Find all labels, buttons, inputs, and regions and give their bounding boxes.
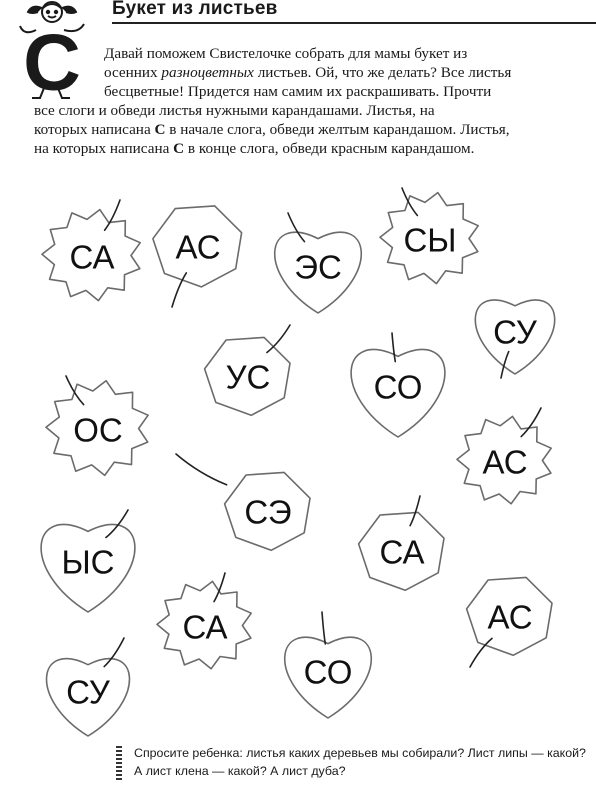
leaf-syllable: АС — [482, 443, 528, 481]
leaf-linden — [351, 333, 445, 437]
leaf-syllable: СО — [373, 368, 423, 406]
leaf-maple — [46, 376, 148, 475]
instructions-paragraph: Давай поможем Свистелочке собрать для мамы букет из осенних разноцветных листьев. Ой, что же делать? Все листья бесцветные! Придется нам самим их раскрашивать. Прочти все слоги и обведи листья нужными карандашами. Листья, на которых написана С в начале слога, обведи желтым карандашом. Листья, на которых написана С в конце слога, обведи красным карандашом. — [34, 45, 512, 157]
leaf-linden — [47, 638, 130, 736]
leaf-syllable: СА — [379, 533, 425, 571]
leaf-syllable: СА — [69, 238, 115, 276]
letter-s-bold: С — [173, 140, 185, 157]
parent-note-line-2: А лист клена — какой? А лист дуба? — [134, 764, 346, 778]
leaf-oak — [153, 206, 242, 307]
letter-s-bold: С — [154, 121, 166, 138]
leaf-syllable: СУ — [66, 673, 110, 711]
leaf-oak — [359, 496, 444, 590]
leaf-syllable: СЭ — [244, 493, 292, 531]
intro-line-3: бесцветные! Придется нам самим их раскрашивать. Прочти — [104, 83, 492, 100]
leaf-maple — [380, 188, 478, 284]
leaf-syllable: ЫС — [61, 543, 115, 581]
leaf-stem — [176, 454, 227, 485]
leaf-syllable: СА — [182, 608, 228, 646]
leaf-linden — [41, 510, 135, 612]
leaf-oak — [176, 454, 310, 550]
leaf-maple — [457, 408, 551, 504]
leaf-linden — [275, 213, 362, 313]
leaf-syllable: АС — [175, 228, 221, 266]
leaf-syllable: ОС — [73, 411, 123, 449]
page-title: Букет из листьев — [112, 0, 278, 19]
leaf-linden — [475, 300, 554, 378]
leaf-syllable: СУ — [493, 313, 537, 351]
leaf-maple — [157, 573, 251, 669]
parent-note — [134, 744, 596, 780]
leaf-oak — [205, 325, 290, 415]
leaf-syllable: УС — [225, 358, 271, 396]
mascot-letter: С — [23, 17, 81, 100]
leaf-syllable: СЫ — [403, 221, 457, 259]
intro-line-4: все слоги и обведи листья нужными карандашами. Листья, на — [34, 102, 435, 119]
parent-note-line-1: Спросите ребенка: листья каких деревьев мы собирали? Лист липы — какой? — [134, 746, 586, 760]
leaf-linden — [285, 612, 372, 718]
leaf-oak — [467, 577, 552, 667]
footer-marker — [116, 744, 122, 780]
leaf-maple — [42, 200, 140, 301]
intro-line-1: Давай поможем Свистелочке собрать для мамы букет из — [104, 45, 468, 62]
leaf-syllable: АС — [487, 598, 533, 636]
leaf-stem — [322, 612, 325, 644]
leaf-syllable: ЭС — [294, 248, 342, 286]
emphasis-word: разноцветных — [161, 64, 254, 81]
leaf-syllable: СО — [303, 653, 353, 691]
